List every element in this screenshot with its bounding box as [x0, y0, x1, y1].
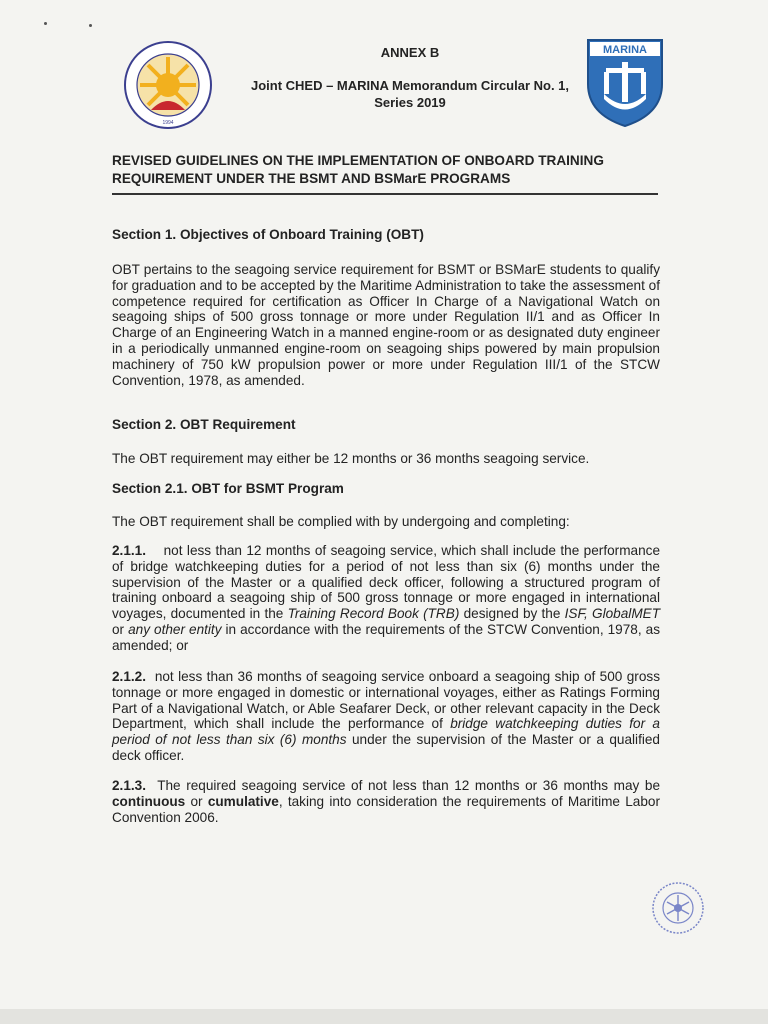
clause-2-1-3: [112, 778, 660, 825]
clause-2-1-2: [112, 669, 660, 764]
section-2-heading: Section 2. OBT Requirement: [112, 417, 296, 432]
circular-line-2: Series 2019: [374, 95, 446, 110]
clause-bold: cumulative: [207, 793, 279, 809]
circular-reference: [230, 77, 590, 111]
marina-logo: [584, 36, 666, 128]
clause-italic: bridge watchkeeping duties for a period of not less than six (6) months: [112, 716, 660, 748]
ched-stamp-icon: [650, 880, 706, 936]
clause-text: The required seagoing service of not less than 12 months or 36 months may be: [157, 778, 660, 793]
section-1-heading: Section 1. Objectives of Onboard Training (OBT): [112, 227, 424, 242]
title-line-2: REQUIREMENT UNDER THE BSMT AND BSMarE PROGRAMS: [112, 171, 511, 186]
clause-text: not less than 12 months of seagoing service, which shall include the performance of bridge watchkeeping duties for a period of not less than six (6) months under the supervision of the Master or a qualified deck officer, following a structured program of training onboard a seagoing ship of 500 gross tonnage or more engaged in international voyages, documented in the: [112, 543, 660, 622]
section-2-body: The OBT requirement may either be 12 months or 36 months seagoing service.: [112, 451, 590, 466]
ched-seal-logo: [113, 40, 223, 130]
clause-text: , taking into consideration the requirements of Maritime Labor Convention 2006.: [112, 793, 660, 825]
title-divider: [112, 193, 658, 195]
section-1-body: OBT pertains to the seagoing service requirement for BSMT or BSMarE students to qualify for graduation and to be accepted by the Maritime Administration to take the assessment of competence required for certification as Officer In Charge of a Navigational Watch on seagoing ships of 500 gross tonnage or more under Regulation II/1 and as Officer In Charge of an Engineering Watch in a manned engine-room or as designated duty engineer in a periodically unmanned engine-room on seagoing ships powered by main propulsion machinery of 750 kW propulsion power or more under Regulation III/1 of the STCW Convention, 1978, as amended.: [112, 262, 660, 388]
clause-text: designed by the: [459, 606, 565, 622]
section-2-1-heading: Section 2.1. OBT for BSMT Program: [112, 481, 344, 496]
clause-italic: Training Record Book (TRB): [287, 606, 460, 622]
clause-text: not less than 36 months of seagoing service onboard a seagoing ship of 500 gross tonnage or more engaged in domestic or international voyages, either as Ratings Forming Part of a Navigational Watch, or Able Seafarer Deck, or other relevant capacity in the Deck Department, which shall include the performance of: [112, 669, 660, 732]
clause-bold: continuous: [112, 793, 186, 809]
scan-bottom-edge: [0, 1009, 768, 1024]
marina-logo-text: MARINA: [603, 44, 647, 56]
section-2-1-intro: The OBT requirement shall be complied with by undergoing and completing:: [112, 514, 570, 529]
clause-2-1-1: [112, 543, 660, 654]
title-line-1: REVISED GUIDELINES ON THE IMPLEMENTATION OF ONBOARD TRAINING: [112, 153, 604, 168]
clause-text: under the supervision of the Master or a qualified deck officer.: [112, 732, 660, 763]
clause-italic: ISF, GlobalMET: [564, 606, 661, 622]
clause-text: in accordance with the requirements of the STCW Convention, 1978, as amended; or: [112, 621, 660, 653]
letterhead: [0, 0, 768, 130]
circular-line-1: Joint CHED – MARINA Memorandum Circular No. 1,: [250, 78, 570, 93]
clause-number: 2.1.3.: [112, 778, 147, 793]
document-title: [112, 152, 652, 188]
clause-text: or: [185, 793, 208, 809]
seal-year-text: 1994: [162, 120, 174, 126]
clause-text: or: [112, 621, 129, 637]
clause-number: 2.1.2.: [112, 669, 147, 684]
clause-italic: any other entity: [128, 621, 222, 637]
clause-number: 2.1.1.: [112, 543, 147, 558]
annex-title: ANNEX B: [380, 45, 440, 60]
